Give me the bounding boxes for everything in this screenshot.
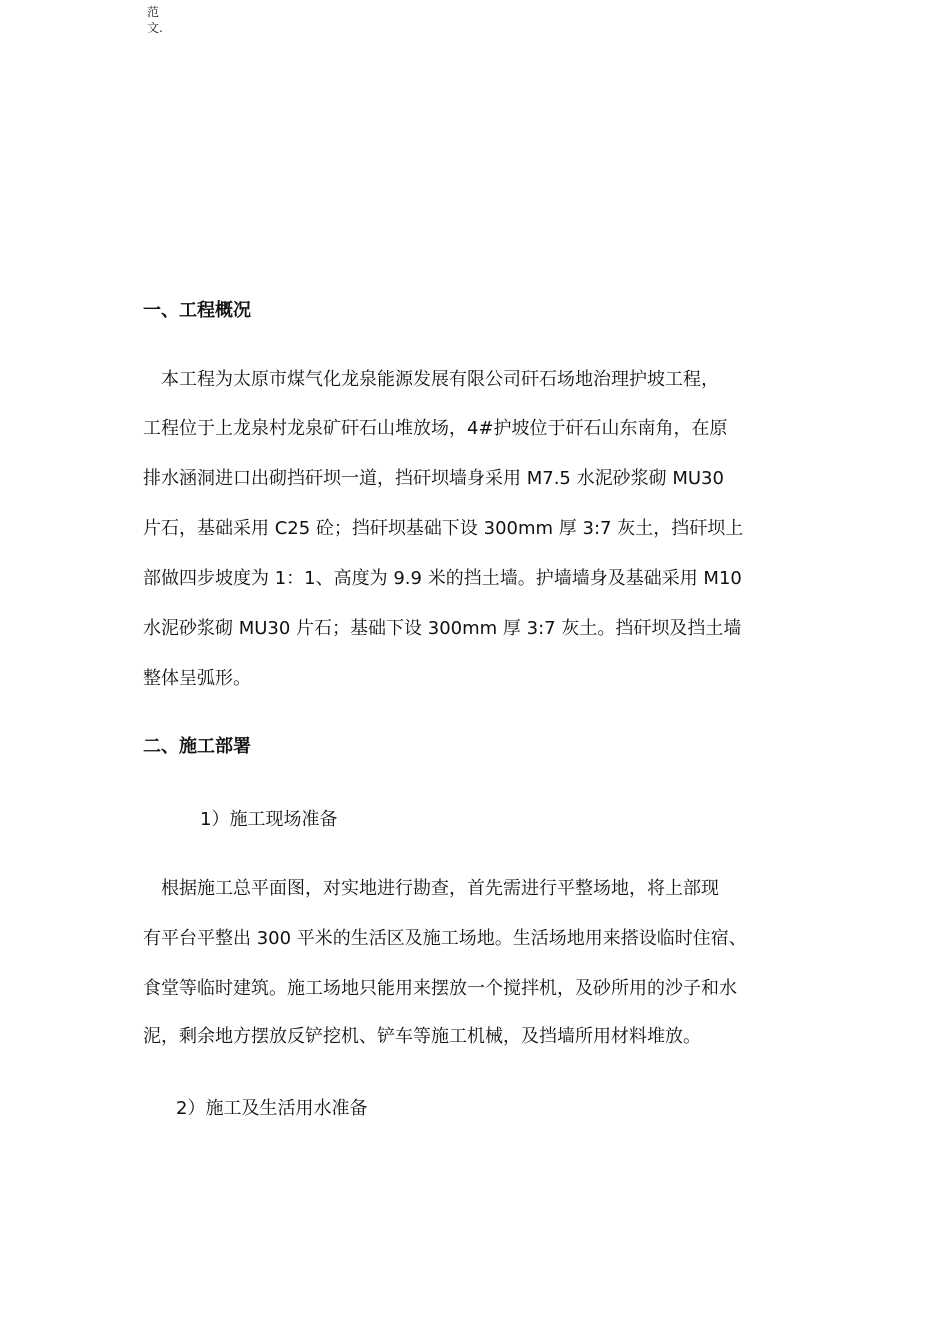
paragraph-line: 整体呈弧形。 (143, 668, 251, 689)
header-mark-line-1: 范 (147, 5, 160, 19)
header-mark-line-2: 文. (147, 21, 163, 35)
paragraph-line: 泥，剩余地方摆放反铲挖机、铲车等施工机械，及挡墙所用材料堆放。 (143, 1026, 701, 1047)
paragraph-line: 工程位于上龙泉村龙泉矿矸石山堆放场，4#护坡位于矸石山东南角，在原 (143, 418, 728, 439)
header-mark (147, 4, 171, 36)
paragraph-line: 本工程为太原市煤气化龙泉能源发展有限公司矸石场地治理护坡工程， (143, 369, 719, 390)
section-heading-overview: 一、工程概况 (143, 300, 251, 321)
subsection-heading-water-preparation: 2）施工及生活用水准备 (176, 1098, 368, 1119)
paragraph-line: 有平台平整出 300 平米的生活区及施工场地。生活场地用来搭设临时住宿、 (143, 928, 747, 949)
paragraph-line: 根据施工总平面图，对实地进行勘查，首先需进行平整场地，将上部现 (143, 878, 719, 899)
paragraph-line: 部做四步坡度为 1：1、高度为 9.9 米的挡土墙。护墙墙身及基础采用 M10 (143, 568, 742, 589)
subsection-heading-site-preparation: 1）施工现场准备 (200, 809, 338, 830)
paragraph-line: 水泥砂浆砌 MU30 片石；基础下设 300mm 厚 3:7 灰土。挡矸坝及挡土墙 (143, 618, 742, 639)
section-heading-deployment: 二、施工部署 (143, 736, 251, 757)
paragraph-line: 食堂等临时建筑。施工场地只能用来摆放一个搅拌机，及砂所用的沙子和水 (143, 978, 737, 999)
paragraph-line: 片石，基础采用 C25 砼；挡矸坝基础下设 300mm 厚 3:7 灰土，挡矸坝上 (143, 518, 744, 539)
paragraph-line: 排水涵洞进口出砌挡矸坝一道，挡矸坝墙身采用 M7.5 水泥砂浆砌 MU30 (143, 468, 724, 489)
